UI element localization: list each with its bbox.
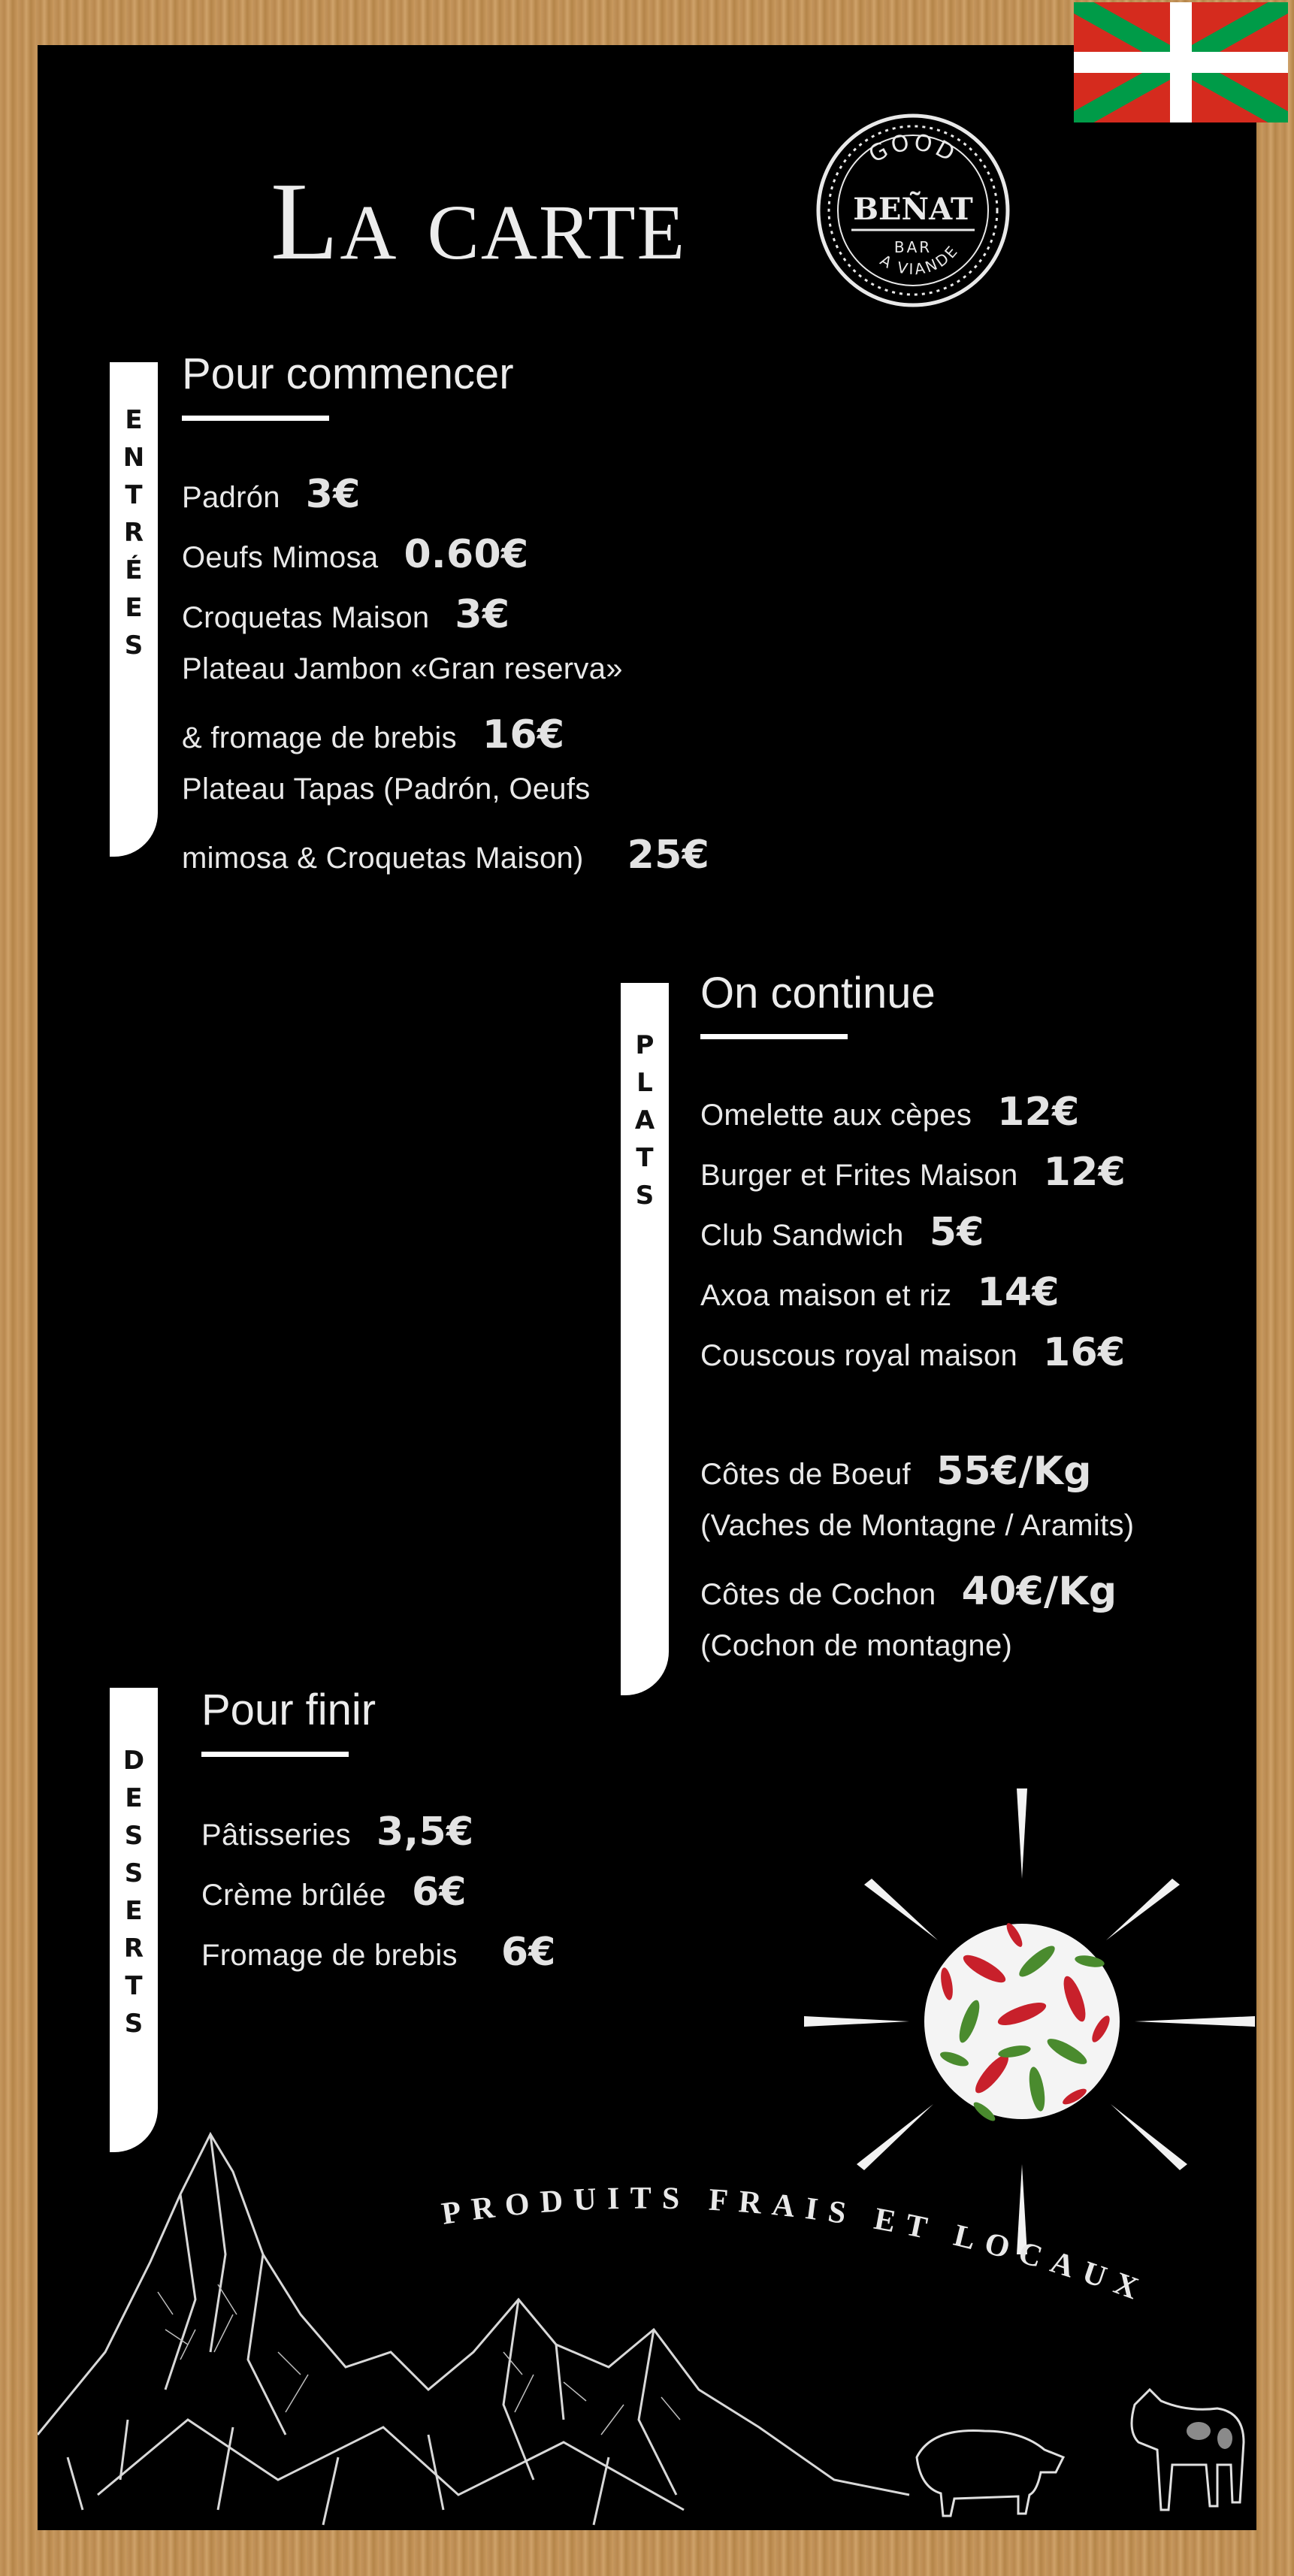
entrees-tab-letter: R xyxy=(123,518,144,548)
menu-item xyxy=(201,1870,467,1915)
menu-item xyxy=(700,1150,1126,1195)
item-name: Croquetas Maison xyxy=(182,601,430,634)
menu-item xyxy=(182,772,591,806)
item-price: 16€ xyxy=(1043,1330,1126,1375)
item-name: Axoa maison et riz xyxy=(700,1279,952,1312)
item-name: Couscous royal maison xyxy=(700,1339,1018,1372)
item-price: 55€/Kg xyxy=(936,1449,1092,1494)
menu-item xyxy=(182,472,361,517)
entrees-tab-label xyxy=(110,362,158,664)
logo-top-text: GOOD xyxy=(864,129,962,169)
menu-item xyxy=(182,652,623,686)
basque-flag xyxy=(1074,2,1288,122)
desserts-heading: Pour finir xyxy=(201,1686,376,1734)
item-price: 6€ xyxy=(500,1930,556,1975)
menu-item xyxy=(700,1210,984,1255)
item-name: Plateau Jambon «Gran reserva» xyxy=(182,652,623,685)
menu-item xyxy=(182,532,528,577)
menu-item xyxy=(182,833,709,878)
plats-tab-letter: P xyxy=(635,1030,655,1060)
desserts-tab-letter: R xyxy=(123,1934,144,1964)
animals-illustration xyxy=(902,2360,1255,2530)
item-name: Club Sandwich xyxy=(700,1219,904,1252)
desserts-tab xyxy=(110,1688,158,2152)
item-price: 6€ xyxy=(411,1870,467,1915)
item-name: Burger et Frites Maison xyxy=(700,1159,1018,1192)
desserts-tab-letter: T xyxy=(125,1971,143,2001)
plats-heading: On continue xyxy=(700,969,936,1017)
plats-tab-label xyxy=(621,983,669,1214)
item-name: Côtes de Cochon xyxy=(700,1578,936,1611)
menu-item xyxy=(700,1090,1080,1135)
item-note: (Cochon de montagne) xyxy=(700,1629,1013,1662)
plats-tab-letter: L xyxy=(636,1068,653,1098)
mountains-illustration xyxy=(38,2104,939,2530)
item-name: mimosa & Croquetas Maison) xyxy=(182,842,584,875)
desserts-tab-letter: S xyxy=(124,1821,144,1851)
chalkboard xyxy=(38,45,1256,2530)
desserts-tab-letter: S xyxy=(124,1858,144,1888)
item-price: 12€ xyxy=(1043,1150,1126,1195)
menu-item xyxy=(700,1569,1117,1614)
plats-tab-letter: S xyxy=(635,1181,655,1211)
item-price: 5€ xyxy=(929,1210,984,1255)
item-name: Pâtisseries xyxy=(201,1819,351,1852)
menu-item xyxy=(201,1810,473,1855)
plats-underline xyxy=(700,1034,848,1039)
item-name: Oeufs Mimosa xyxy=(182,541,379,574)
item-price: 3€ xyxy=(455,592,510,637)
item-price: 3€ xyxy=(305,472,361,517)
item-name: Crème brûlée xyxy=(201,1879,386,1912)
item-price: 25€ xyxy=(627,833,710,878)
desserts-tab-letter: D xyxy=(122,1746,145,1776)
menu-item xyxy=(700,1330,1126,1375)
item-name: Plateau Tapas (Padrón, Oeufs xyxy=(182,772,591,806)
entrees-tab-letter: N xyxy=(122,443,145,473)
item-price: 3,5€ xyxy=(376,1810,474,1855)
item-name: Côtes de Boeuf xyxy=(700,1458,911,1491)
item-price: 14€ xyxy=(977,1270,1060,1315)
item-price: 12€ xyxy=(997,1090,1080,1135)
desserts-tab-letter: S xyxy=(124,2009,144,2039)
desserts-tab-label xyxy=(110,1688,158,2042)
plats-tab xyxy=(621,983,669,1695)
menu-item xyxy=(201,1930,556,1975)
logo-sub1: BAR xyxy=(893,238,933,256)
item-price: 16€ xyxy=(482,712,565,757)
menu-item xyxy=(700,1270,1060,1315)
item-name: Fromage de brebis xyxy=(201,1939,458,1972)
item-price: 40€/Kg xyxy=(961,1569,1117,1614)
desserts-tab-letter: E xyxy=(125,1783,143,1813)
logo-name: BEÑAT xyxy=(853,192,973,227)
entrees-tab-letter: E xyxy=(125,593,143,623)
good-benat-logo xyxy=(815,113,1011,308)
desserts-underline xyxy=(201,1752,349,1757)
logo-sub2: A VIANDE xyxy=(877,240,963,279)
entrees-tab-letter: S xyxy=(124,630,144,661)
entrees-underline xyxy=(182,416,329,421)
entrees-tab-letter: T xyxy=(125,480,143,510)
menu-item xyxy=(182,592,509,637)
item-name: Padrón xyxy=(182,481,280,514)
menu-item xyxy=(182,712,564,757)
item-note: (Vaches de Montagne / Aramits) xyxy=(700,1509,1135,1542)
plats-tab-letter: A xyxy=(634,1105,655,1135)
item-name: & fromage de brebis xyxy=(182,721,457,754)
item-price: 0.60€ xyxy=(404,532,529,577)
desserts-tab-letter: E xyxy=(125,1896,143,1926)
slogan-text: PRODUITS FRAIS ET LOCAUX xyxy=(439,2181,1153,2310)
entrees-heading: Pour commencer xyxy=(182,349,514,398)
plats-tab-letter: T xyxy=(636,1143,654,1173)
page-title: La carte xyxy=(271,160,687,283)
entrees-tab-letter: E xyxy=(125,405,143,435)
menu-item xyxy=(700,1449,1092,1494)
item-name: Omelette aux cèpes xyxy=(700,1099,972,1132)
entrees-tab xyxy=(110,362,158,857)
entrees-tab-letter: É xyxy=(125,555,143,585)
